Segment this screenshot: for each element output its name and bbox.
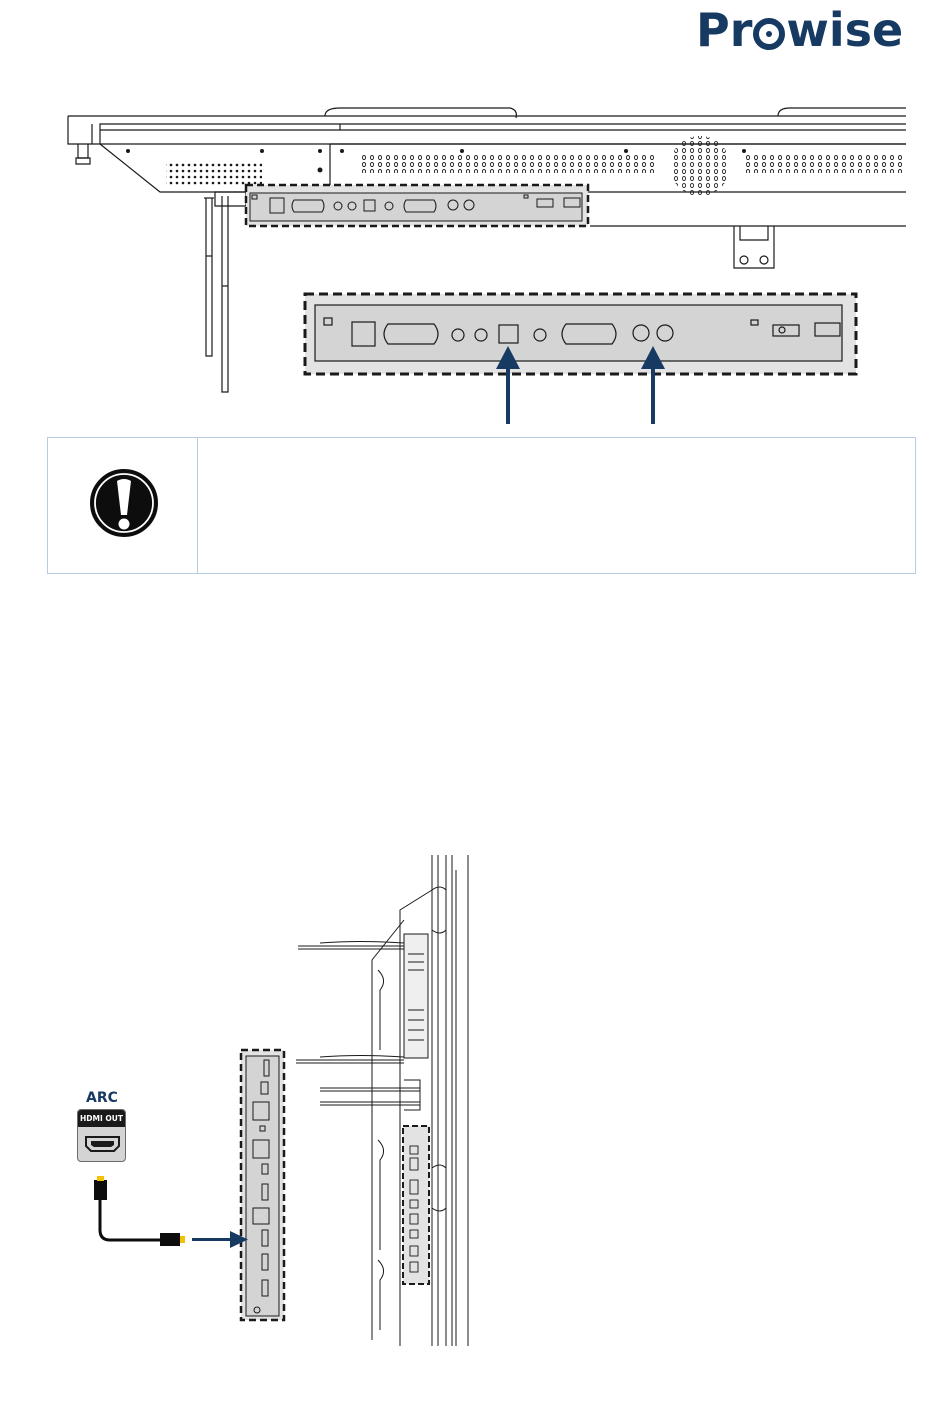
side-display-diagram bbox=[0, 850, 950, 1350]
logo-text-prefix: Pr bbox=[696, 3, 753, 57]
hdmi-plug-icon bbox=[94, 1180, 107, 1200]
warning-notice-box bbox=[47, 437, 916, 574]
logo-text-suffix: wise bbox=[786, 3, 904, 57]
arc-label: ARC bbox=[86, 1090, 118, 1106]
hdmi-port-icon bbox=[78, 1127, 126, 1162]
hdmi-out-port-box bbox=[77, 1109, 126, 1162]
warning-divider bbox=[197, 438, 198, 573]
exclamation-icon bbox=[88, 467, 160, 539]
top-display-diagram bbox=[0, 0, 950, 430]
hdmi-out-label: HDMI OUT bbox=[78, 1110, 125, 1127]
